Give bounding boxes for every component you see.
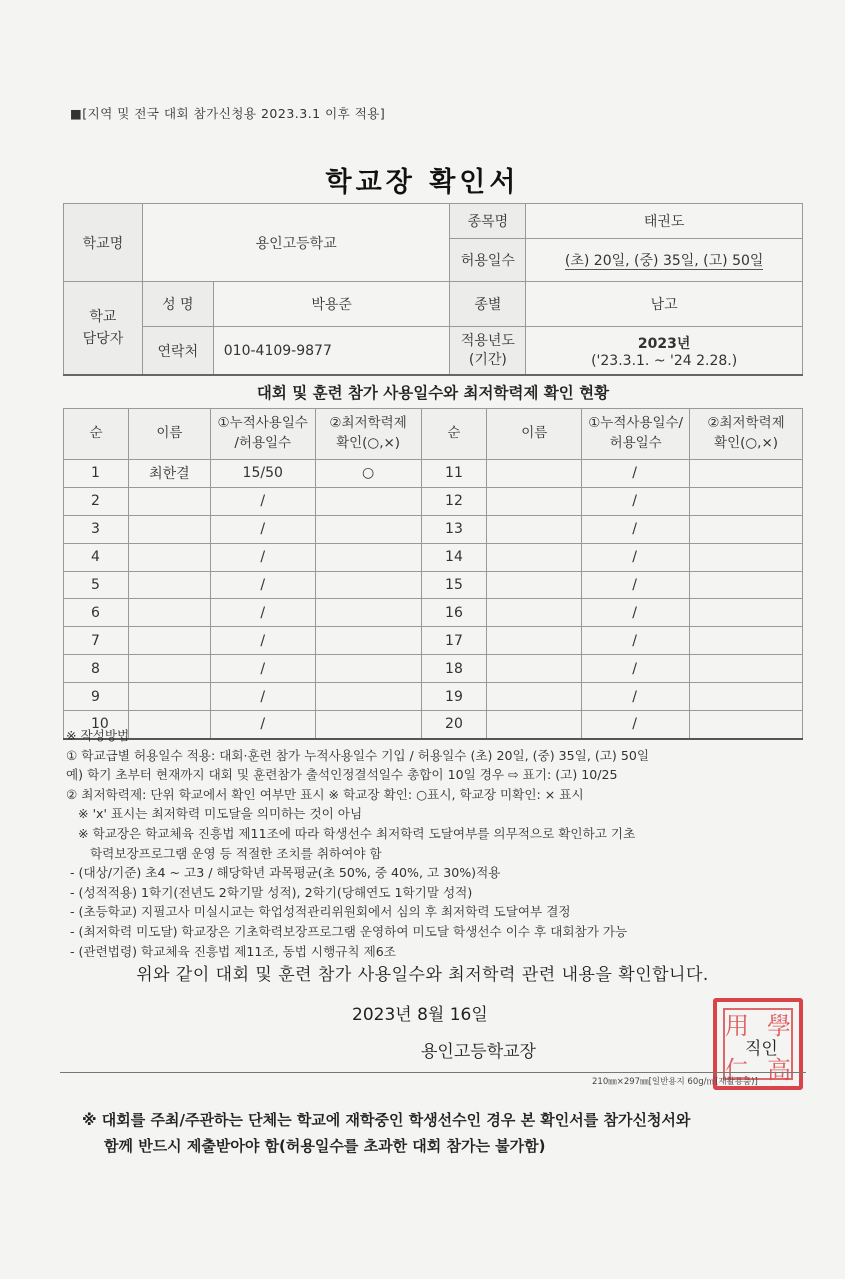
table-row <box>64 655 803 683</box>
student-name <box>128 599 210 627</box>
type-label: 종별 <box>450 282 526 327</box>
seal-glyph: 高 <box>767 1056 791 1084</box>
paper-size-note: 210㎜×297㎜[일반용지 60g/㎡(재활용품)] <box>592 1077 758 1087</box>
event-value: 태권도 <box>526 204 803 239</box>
seal-glyph: 用 <box>725 1012 749 1040</box>
issue-date: 2023년 8월 16일 <box>352 1005 488 1025</box>
student-name <box>128 627 210 655</box>
used-days: / <box>210 515 315 543</box>
student-name <box>487 627 582 655</box>
student-name <box>128 515 210 543</box>
row-number: 3 <box>64 515 129 543</box>
student-name <box>128 571 210 599</box>
student-name <box>487 599 582 627</box>
row-number: 7 <box>64 627 129 655</box>
school-label: 학교명 <box>64 204 143 282</box>
used-days: / <box>210 599 315 627</box>
min-academic-check <box>690 599 803 627</box>
min-academic-check <box>690 460 803 488</box>
student-name <box>128 683 210 711</box>
min-academic-check <box>315 543 421 571</box>
note-line: - (대상/기준) 초4 ~ 고3 / 해당학년 과목평균(초 50%, 중 40%, 고 30%)적용 <box>66 865 501 881</box>
note-line: ※ 작성방법 <box>66 728 130 743</box>
min-academic-check <box>690 543 803 571</box>
row-number: 8 <box>64 655 129 683</box>
min-academic-check <box>315 571 421 599</box>
note-line: 예) 학기 초부터 현재까지 대회 및 훈련참가 출석인정결석일수 총합이 10일 경우 ⇨ 표기: (고) 10/25 <box>66 767 618 783</box>
header-name-2: 이름 <box>487 409 582 460</box>
student-name <box>487 655 582 683</box>
min-academic-check <box>315 655 421 683</box>
table-row <box>64 460 803 488</box>
header-days-2: ①누적사용일수/ 허용일수 <box>582 409 690 460</box>
header-check-2: ②최저학력제 확인(○,×) <box>690 409 803 460</box>
name-label: 성 명 <box>142 282 213 327</box>
used-days: / <box>582 487 690 515</box>
note-line: - (초등학교) 지필고사 미실시교는 학업성적관리위원회에서 심의 후 최저학력 도달여부 결정 <box>66 904 571 920</box>
header-no-2: 순 <box>421 409 487 460</box>
manager-name: 박용준 <box>213 282 450 327</box>
row-number: 19 <box>421 683 487 711</box>
school-name: 용인고등학교 <box>142 204 450 282</box>
seal-glyph: 仁 <box>725 1056 749 1084</box>
min-academic-check <box>690 487 803 515</box>
table-row <box>64 515 803 543</box>
used-days: / <box>582 683 690 711</box>
year-label: 적용년도 (기간) <box>450 327 526 375</box>
seal-glyph: 學 <box>767 1012 791 1040</box>
table-row <box>64 627 803 655</box>
row-number: 9 <box>64 683 129 711</box>
year-value: 2023년 <box>637 335 691 352</box>
writing-notes <box>66 726 806 961</box>
min-academic-check <box>315 599 421 627</box>
header-name-1: 이름 <box>128 409 210 460</box>
student-name <box>128 543 210 571</box>
status-table <box>63 408 803 740</box>
seal-label: 직인 <box>745 1039 778 1059</box>
row-number: 4 <box>64 543 129 571</box>
student-name: 최한결 <box>128 460 210 488</box>
used-days: / <box>582 627 690 655</box>
type-value: 남고 <box>526 282 803 327</box>
used-days: / <box>210 655 315 683</box>
footer-line: ※ 대회를 주최/주관하는 단체는 학교에 재학중인 학생선수인 경우 본 확인서를 참가신청서와 <box>82 1111 691 1129</box>
row-number: 6 <box>64 599 129 627</box>
status-title: 대회 및 훈련 참가 사용일수와 최저학력제 확인 현황 <box>63 374 803 411</box>
min-academic-check <box>690 655 803 683</box>
footer-warning <box>82 1107 802 1159</box>
used-days: / <box>210 711 315 739</box>
used-days: / <box>210 487 315 515</box>
row-number: 17 <box>421 627 487 655</box>
info-table <box>63 203 803 375</box>
contact-value: 010-4109-9877 <box>213 327 450 375</box>
used-days: / <box>582 711 690 739</box>
allowed-days-text: (초) 20일, (중) 35일, (고) 50일 <box>564 253 764 269</box>
used-days: / <box>582 515 690 543</box>
used-days: / <box>582 460 690 488</box>
note-line: ① 학교급별 허용일수 적용: 대회·훈련 참가 누적사용일수 기입 / 허용일수 (초) 20일, (중) 35일, (고) 50일 <box>66 747 650 763</box>
row-number: 5 <box>64 571 129 599</box>
note-line: ② 최저학력제: 단위 학교에서 확인 여부만 표시 ※ 학교장 확인: ○표시, 학교장 미확인: × 표시 <box>66 786 584 802</box>
note-line: - (성적적용) 1학기(전년도 2학기말 성적), 2학기(당해연도 1학기말 성적) <box>66 884 473 900</box>
header-check-1: ②최저학력제 확인(○,×) <box>315 409 421 460</box>
row-number: 2 <box>64 487 129 515</box>
contact-label: 연락처 <box>142 327 213 375</box>
row-number: 13 <box>421 515 487 543</box>
min-academic-check <box>690 571 803 599</box>
header-note: ■[지역 및 전국 대회 참가신청용 2023.3.1 이후 적용] <box>70 106 386 121</box>
row-number: 15 <box>421 571 487 599</box>
used-days: 15/50 <box>210 460 315 488</box>
used-days: / <box>582 655 690 683</box>
student-name <box>487 543 582 571</box>
student-name <box>487 515 582 543</box>
header-no-1: 순 <box>64 409 129 460</box>
row-number: 10 <box>64 711 129 739</box>
min-academic-check: ○ <box>315 460 421 488</box>
row-number: 18 <box>421 655 487 683</box>
confirm-text: 위와 같이 대회 및 훈련 참가 사용일수와 최저학력 관련 내용을 확인합니다. <box>136 965 709 985</box>
min-academic-check <box>315 683 421 711</box>
table-row <box>64 571 803 599</box>
note-line: - (최저학력 미도달) 학교장은 기초학력보장프로그램 운영하여 미도달 학생선수 이수 후 대회참가 가능 <box>66 923 628 939</box>
row-number: 11 <box>421 460 487 488</box>
table-row <box>64 683 803 711</box>
allowed-days-value <box>526 239 803 282</box>
used-days: / <box>582 571 690 599</box>
student-name <box>487 487 582 515</box>
used-days: / <box>210 571 315 599</box>
note-line: ※ 학교장은 학교체육 진흥법 제11조에 따라 학생선수 최저학력 도달여부를 의무적으로 확인하고 기초 <box>66 825 636 841</box>
allowed-days-label: 허용일수 <box>450 239 526 282</box>
row-number: 16 <box>421 599 487 627</box>
table-row <box>64 487 803 515</box>
min-academic-check <box>315 487 421 515</box>
used-days: / <box>582 599 690 627</box>
note-line: - (관련법령) 학교체육 진흥법 제11조, 동법 시행규칙 제6조 <box>66 943 396 959</box>
student-name <box>487 460 582 488</box>
min-academic-check <box>690 683 803 711</box>
header-days-1: ①누적사용일수 /허용일수 <box>210 409 315 460</box>
student-name <box>487 683 582 711</box>
student-name <box>128 655 210 683</box>
min-academic-check <box>690 515 803 543</box>
min-academic-check <box>315 515 421 543</box>
row-number: 14 <box>421 543 487 571</box>
footer-line: 함께 반드시 제출받아야 함(허용일수를 초과한 대회 참가는 불가함) <box>104 1137 546 1155</box>
row-number: 12 <box>421 487 487 515</box>
used-days: / <box>582 543 690 571</box>
table-row <box>64 543 803 571</box>
document-title: 학교장 확인서 <box>325 167 520 198</box>
student-name <box>128 487 210 515</box>
principal-title: 용인고등학교장 <box>421 1042 536 1062</box>
year-period: ('23.3.1. ~ '24 2.28.) <box>591 352 738 369</box>
used-days: / <box>210 627 315 655</box>
event-label: 종목명 <box>450 204 526 239</box>
used-days: / <box>210 543 315 571</box>
year-cell <box>526 327 803 375</box>
min-academic-check <box>315 627 421 655</box>
used-days: / <box>210 683 315 711</box>
divider <box>60 1072 806 1073</box>
row-number: 20 <box>421 711 487 739</box>
note-line: ※ 'x' 표시는 최저학력 미도달을 의미하는 것이 아님 <box>66 806 363 822</box>
note-line: 학력보장프로그램 운영 등 적절한 조치를 취하여야 함 <box>66 845 382 861</box>
row-number: 1 <box>64 460 129 488</box>
min-academic-check <box>690 627 803 655</box>
student-name <box>487 571 582 599</box>
manager-label: 학교 담당자 <box>64 282 143 375</box>
table-row <box>64 599 803 627</box>
